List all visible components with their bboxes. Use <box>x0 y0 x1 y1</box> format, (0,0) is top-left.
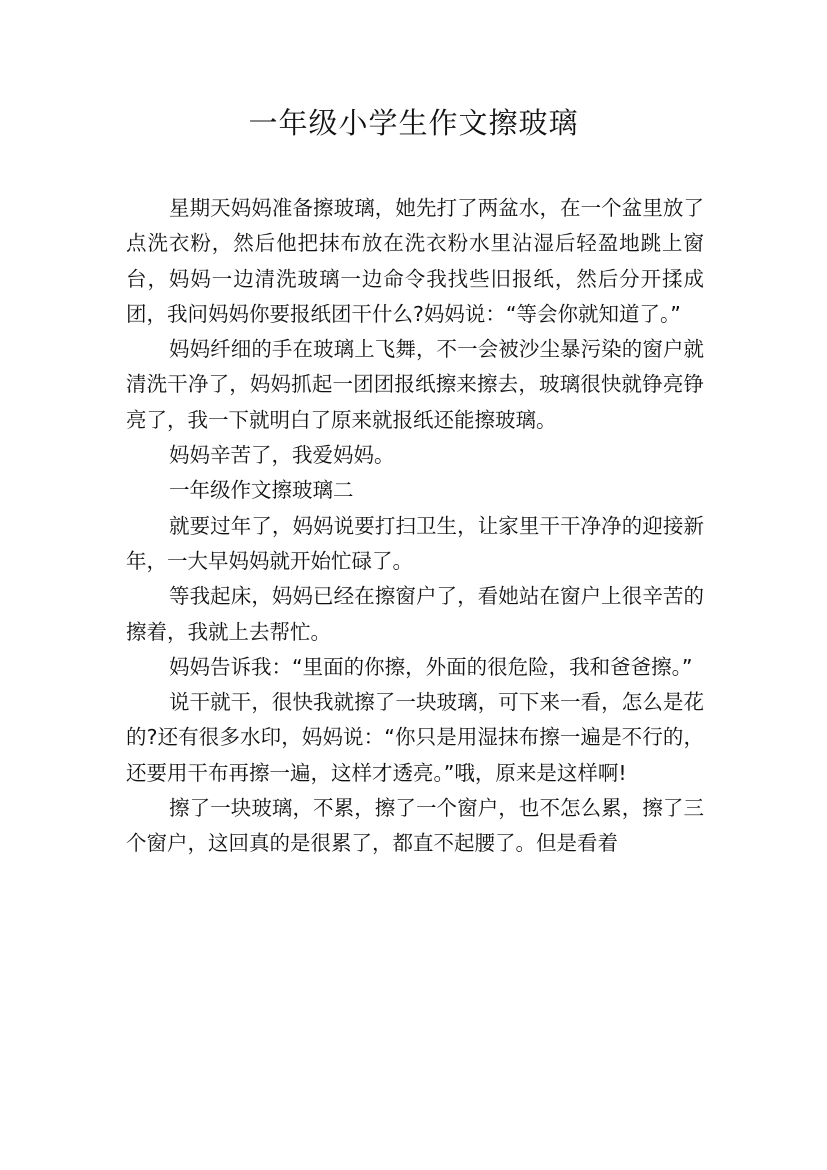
paragraph-3: 妈妈辛苦了，我爱妈妈。 <box>169 443 395 468</box>
paragraph-8: 说干就干，很快我就擦了一块玻璃，可下来一看，怎么是花的?还有很多水印，妈妈说：“你只是用湿抹布擦一遍是不行的，还要用干布再擦一遍，这样才透亮。”哦，原来是这样啊! <box>126 690 704 785</box>
paragraph-1: 星期天妈妈准备擦玻璃，她先打了两盆水，在一个盆里放了点洗衣粉，然后他把抹布放在洗衣粉水里沾湿后轻盈地跳上窗台，妈妈一边清洗玻璃一边命令我找些旧报纸，然后分开揉成团，我问妈妈你要报纸团干什么?妈妈说：“等会你就知道了。” <box>126 196 704 326</box>
document-body <box>126 191 704 862</box>
paragraph-7: 妈妈告诉我：“里面的你擦，外面的很危险，我和爸爸擦。” <box>169 654 693 679</box>
paragraph-9: 擦了一块玻璃，不累，擦了一个窗户，也不怎么累，擦了三个窗户，这回真的是很累了，都直不起腰了。但是看着 <box>126 796 704 856</box>
paragraph-2: 妈妈纤细的手在玻璃上飞舞，不一会被沙尘暴污染的窗户就清洗干净了，妈妈抓起一团团报纸擦来擦去，玻璃很快就铮亮铮亮了，我一下就明白了原来就报纸还能擦玻璃。 <box>126 337 704 432</box>
section-heading: 一年级作文擦玻璃二 <box>169 478 354 503</box>
paragraph-6: 等我起床，妈妈已经在擦窗户了，看她站在窗户上很辛苦的擦着，我就上去帮忙。 <box>126 584 704 644</box>
paragraph-5: 就要过年了，妈妈说要打扫卫生，让家里干干净净的迎接新年，一大早妈妈就开始忙碌了。 <box>126 513 704 573</box>
document-title: 一年级小学生作文擦玻璃 <box>248 106 579 140</box>
